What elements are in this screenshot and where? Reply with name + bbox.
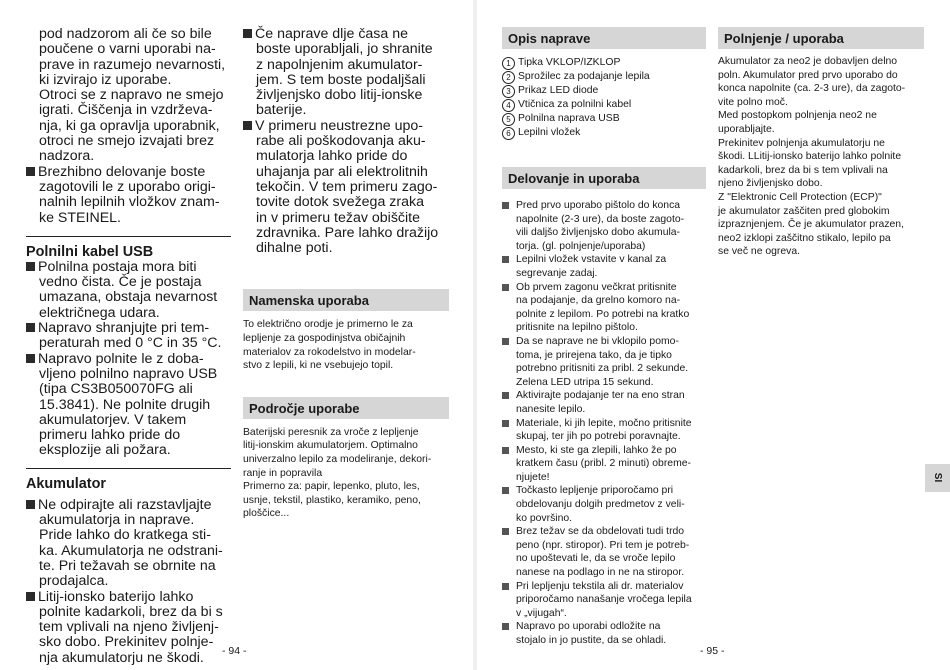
text-line: ka. Akumulatorja ne odstrani-: [39, 542, 223, 559]
device-part-item: 1 Tipka VKLOP/IZKLOP: [502, 56, 706, 70]
text-line: prodajalca.: [39, 573, 109, 590]
text-line: se več ne ogreva.: [718, 246, 801, 258]
text-line: uporabljajte.: [718, 123, 775, 135]
circled-number-icon: 6: [502, 127, 515, 140]
text-line: Točkasto lepljenje priporočamo pri: [516, 485, 674, 497]
operation-step: [502, 281, 706, 335]
text-line: segrevanje zadaj.: [516, 267, 598, 279]
text-line: Zelena LED utripa 15 sekund.: [516, 376, 654, 388]
text-line: uhajanja par ali elektrolitnih: [256, 163, 428, 180]
text-line: Med postopkom polnjenja neo2 ne: [718, 110, 877, 122]
text-line: rabe ali poškodovanja aku-: [256, 133, 426, 150]
text-line: priporočamo nanašanje vročega lepila: [516, 594, 692, 606]
text-line: sko dobo. Prekinitev polnje-: [39, 634, 214, 651]
text-line: jem. S tem boste podaljšali: [256, 71, 426, 88]
text-line: nanesite lepilo.: [516, 403, 586, 415]
bullet-do-not-open: [26, 498, 231, 590]
text-line: otroci ne smejo izvajati brez: [39, 133, 215, 150]
bullet-square-icon: [502, 392, 509, 399]
text-line: Akumulator za neo2 je dobavljen delno: [718, 56, 898, 67]
text-line: polnite z lepilom. Po potrebi na kratko: [516, 308, 690, 320]
text-line: peno (npr. stiropor). Pri tem je potreb-: [516, 539, 690, 551]
page95-column-1: [502, 27, 706, 648]
text-line: Mesto, ki ste ga zlepili, lahko že po: [516, 444, 677, 456]
text-line: Litij-ionsko baterijo lahko: [26, 590, 231, 605]
text-line: Brez težav se da obdelovati tudi trdo: [516, 526, 685, 538]
bullet-square-icon: [502, 447, 509, 454]
bullet-square-icon: [502, 623, 509, 630]
page94-column-1: [26, 27, 231, 666]
text-line: pritisnite na lepilno pištolo.: [516, 322, 638, 334]
bullet-square-icon: [502, 487, 509, 494]
circled-number-icon: 5: [502, 113, 515, 126]
bullet-original-cartridges: [26, 165, 231, 226]
operation-step: [502, 199, 706, 253]
text-line: nanese na podlago in ne na stiropor.: [516, 567, 685, 579]
bullet-storage-charged: [243, 27, 449, 119]
bullet-square-icon: [502, 284, 509, 291]
text-line: poln. Akumulator pred prvo uporabo do: [718, 69, 898, 81]
operation-step: [502, 484, 706, 525]
bullet-square-icon: [26, 592, 35, 601]
bullet-square-icon: [243, 29, 252, 38]
text-line: V primeru neustrezne upo-: [243, 119, 449, 134]
bullet-charger-only: [26, 352, 231, 459]
text-line: nja, ki ga opravlja uporabnik,: [39, 117, 220, 134]
text-line: njujete!: [516, 471, 550, 483]
page-number-94: - 94 -: [222, 645, 247, 657]
text-line: Ne odpirajte ali razstavljajte: [26, 498, 231, 513]
text-line: obdelovanju dolgih predmetov z veli-: [516, 499, 685, 511]
text-line: tovite dotok svežega zraka: [256, 194, 424, 211]
text-line: in v primeru težav obiščite: [256, 209, 421, 226]
text-line: materialov za rokodelstvo in modelar-: [243, 346, 416, 358]
text-line: prave in razumejo nevarnosti,: [39, 56, 226, 73]
text-line: napolnite (2-3 ure), da boste zagoto-: [516, 213, 685, 225]
text-line: no upoštevati le, da se vroče lepilo: [516, 553, 676, 565]
operation-step: [502, 444, 706, 485]
bullet-square-icon: [26, 354, 35, 363]
text-line: lepljenje za gospodinjstva običajnih: [243, 333, 406, 345]
device-parts-list: [502, 56, 706, 140]
page-number-95: - 95 -: [700, 645, 725, 657]
text-line: Napravo polnite le z doba-: [26, 352, 231, 367]
text-line: igrati. Čiščenja in vzdrževa-: [39, 102, 213, 119]
text-line: Če naprave dlje časa ne: [243, 27, 449, 42]
text-line: Z "Elektronic Cell Protection (ECP)": [718, 191, 882, 203]
text-line: Pride lahko do kratkega sti-: [39, 527, 211, 544]
section-heading-operation: Delovanje in uporaba: [502, 167, 706, 189]
text-line: Baterijski peresnik za vroče z lepljenje: [243, 426, 419, 438]
text-line: 15.3841). Ne polnite drugih: [39, 396, 211, 413]
text-line: Napravo po uporabi odložite na: [516, 621, 661, 633]
page95-column-2: [718, 27, 924, 259]
circled-number-icon: 4: [502, 99, 515, 112]
bullet-square-icon: [243, 121, 252, 130]
bullet-square-icon: [502, 528, 509, 535]
text-line: boste uporabljali, jo shranite: [256, 41, 433, 58]
text-line: vedno čista. Če je postaja: [39, 274, 202, 291]
text-line: nja akumulatorju ne škodi.: [39, 649, 204, 666]
operation-step: [502, 253, 706, 280]
text-line: kratkem času (pribl. 2 minuti) obreme-: [516, 458, 691, 470]
text-line: eksplozije ali požara.: [39, 442, 171, 459]
text-line: mulatorja lahko pride do: [256, 148, 408, 165]
text-line: toma, je prirejena tako, da je tipko: [516, 349, 672, 361]
device-part-item: 6 Lepilni vložek: [502, 126, 706, 140]
text-line: ploščice...: [243, 508, 290, 520]
text-line: ko površino.: [516, 512, 573, 524]
text-line: potrebno pritisniti za pribl. 2 sekunde.: [516, 363, 689, 375]
operation-step: [502, 389, 706, 416]
text-line: vili daljšo življenjsko dobo akumula-: [516, 227, 681, 239]
bullet-square-icon: [26, 262, 35, 271]
bullet-square-icon: [502, 256, 509, 263]
operation-step: [502, 335, 706, 389]
device-part-item: 3 Prikaz LED diode: [502, 84, 706, 98]
text-line: kadarkoli, brez da bi s tem vplivali na: [718, 164, 888, 176]
text-line: umazana, obstaja nevarnost: [39, 289, 218, 306]
text-line: življenjsko dobo litij-ionske: [256, 87, 423, 104]
text-line: tem vplivali na njeno življenj-: [39, 619, 219, 636]
warning-continuation: [26, 27, 231, 165]
text-line: zagotovili le z uporabo origi-: [39, 178, 216, 195]
text-line: v „vijugah“.: [516, 607, 567, 619]
bullet-leakage-warning: [243, 119, 449, 257]
section-heading-intended-use: Namenska uporaba: [243, 289, 449, 311]
bullet-square-icon: [502, 338, 509, 345]
text-line: Materiale, ki jih lepite, močno pritisnite: [516, 417, 692, 429]
text-line: konca napolnite (ca. 2-3 ure), da zagoto-: [718, 83, 906, 95]
text-line: (tipa CS3B050070FG ali: [39, 381, 193, 398]
text-line: Aktivirajte podajanje ter na eno stran: [516, 390, 685, 402]
text-line: ke STEINEL.: [39, 209, 122, 226]
operation-step: [502, 525, 706, 579]
section-heading-charging: Polnjenje / uporaba: [718, 27, 924, 49]
text-line: škodi. LLitij-ionsko baterijo lahko polnite: [718, 151, 902, 163]
operation-step: [502, 620, 706, 647]
section-heading-device-description: Opis naprave: [502, 27, 706, 49]
bullet-square-icon: [26, 167, 35, 176]
text-line: peraturah med 0 °C in 35 °C.: [39, 335, 222, 352]
text-line: stojalo in jo pustite, da se ohladi.: [516, 635, 667, 646]
page-gutter: [473, 0, 477, 670]
device-part-item: 5 Polnilna naprava USB: [502, 112, 706, 126]
section-heading-battery: Akumulator: [26, 468, 231, 492]
text-line: torja. (gl. polnjenje/uporaba): [516, 240, 646, 252]
text-line: ranje in popravila: [243, 467, 323, 479]
text-line: polnite kadarkoli, brez da bi s: [39, 603, 223, 620]
bullet-square-icon: [502, 583, 509, 590]
bullet-square-icon: [502, 202, 509, 209]
text-line: električnega udara.: [39, 304, 160, 321]
text-line: Pred prvo uporabo pištolo do konca: [516, 200, 681, 211]
text-line: vljeno polnilno napravo USB: [39, 365, 218, 382]
text-line: Primerno za: papir, lepenko, pluto, les,: [243, 481, 420, 493]
text-line: akumulatorja in naprave.: [39, 512, 195, 529]
text-line: poučene o varni uporabi na-: [39, 41, 216, 58]
text-line: z napolnjenim akumulator-: [256, 56, 423, 73]
application-area-text: [243, 426, 449, 521]
text-line: pod nadzorom ali če so bile: [39, 26, 212, 42]
text-line: univerzalno lepilo za modeliranje, dekori-: [243, 454, 432, 466]
bullet-station-clean: [26, 260, 231, 321]
text-line: neo2 izklopi zaščitno stikalo, lepilo pa: [718, 232, 891, 244]
operation-step: [502, 580, 706, 621]
charging-text: [718, 55, 924, 259]
text-line: Da se naprave ne bi vklopilo pomo-: [516, 335, 679, 347]
text-line: Polnilna postaja mora biti: [26, 260, 231, 275]
section-heading-usb-cable: Polnilni kabel USB: [26, 236, 231, 260]
text-line: skupaj, ter jih po potrebi poravnajte.: [516, 431, 681, 443]
text-line: na podajanje, da grelno komoro na-: [516, 295, 681, 307]
text-line: nalnih lepilnih vložkov znam-: [39, 194, 220, 211]
text-line: dihalne poti.: [256, 240, 333, 257]
text-line: Ob prvem zagonu večkrat pritisnite: [516, 281, 677, 293]
text-line: njeno življenjsko dobo.: [718, 178, 823, 190]
text-line: litij-ionskim akumulatorjem. Optimalno: [243, 440, 418, 452]
text-line: primeru lahko pride do: [39, 427, 181, 444]
text-line: akumulatorjev. V takem: [39, 411, 187, 428]
device-part-item: 2 Sprožilec za podajanje lepila: [502, 70, 706, 84]
text-line: usnje, tekstil, plastiko, keramiko, peno,: [243, 494, 421, 506]
device-part-item: 4 Vtičnica za polnilni kabel: [502, 98, 706, 112]
intended-use-text: [243, 318, 449, 372]
bullet-square-icon: [502, 420, 509, 427]
text-line: Napravo shranjujte pri tem-: [26, 321, 231, 336]
text-line: baterije.: [256, 102, 307, 119]
text-line: tekočin. V tem primeru zago-: [256, 178, 438, 195]
text-line: Pri lepljenju tekstila ali dr. materialov: [516, 580, 684, 592]
text-line: stvo z lepili, ki ne vsebujejo topil.: [243, 360, 394, 372]
text-line: je akumulator zaščiten pred globokim: [718, 205, 890, 217]
text-line: nadzora.: [39, 148, 95, 165]
text-line: vite polno moč.: [718, 96, 788, 108]
page94-column-2: [243, 27, 449, 521]
text-line: ki izvirajo iz uporabe.: [39, 71, 172, 88]
operation-steps-list: [502, 199, 706, 648]
bullet-li-ion-charging: [26, 590, 231, 666]
circled-number-icon: 1: [502, 57, 515, 70]
text-line: izpraznjenjem. Če je akumulator prazen,: [718, 219, 904, 231]
circled-number-icon: 3: [502, 85, 515, 98]
text-line: Prekinitev polnjenja akumulatorju ne: [718, 137, 885, 149]
text-line: Lepilni vložek vstavite v kanal za: [516, 254, 667, 266]
text-line: To električno orodje je primerno le za: [243, 319, 413, 331]
text-line: Brezhibno delovanje boste: [26, 165, 231, 180]
section-heading-application-area: Področje uporabe: [243, 397, 449, 419]
bullet-storage-temperature: [26, 321, 231, 352]
language-tab: SI: [925, 464, 950, 492]
bullet-square-icon: [26, 323, 35, 332]
operation-step: [502, 417, 706, 444]
text-line: Otroci se z napravo ne smejo: [39, 87, 224, 104]
bullet-square-icon: [26, 500, 35, 509]
text-line: zdravnika. Pare lahko dražijo: [256, 224, 439, 241]
circled-number-icon: 2: [502, 71, 515, 84]
text-line: te. Pri težavah se obrnite na: [39, 557, 216, 574]
